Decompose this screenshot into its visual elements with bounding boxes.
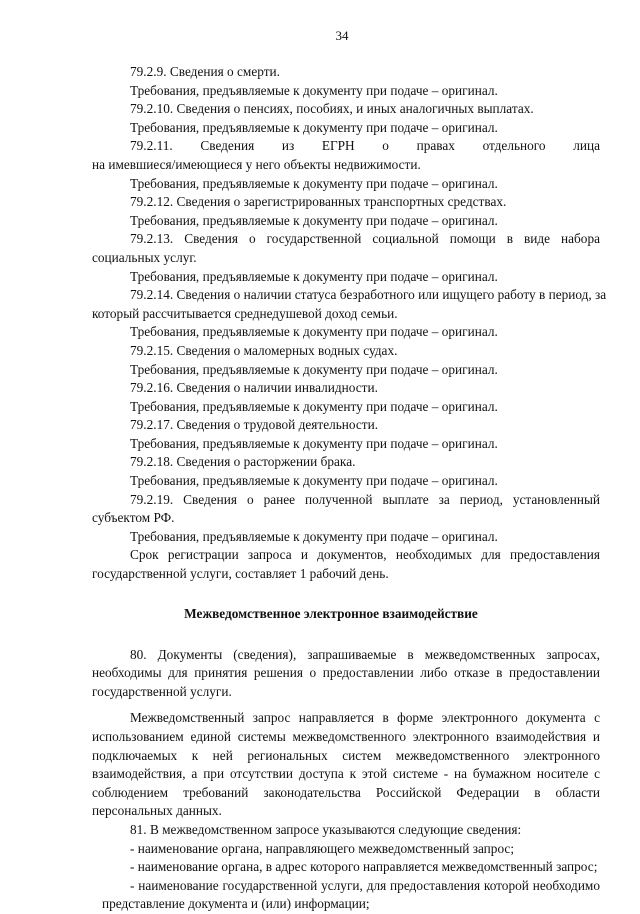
requirement-line: Срок регистрации запроса и документов, необходимых для предоставления <box>130 547 600 563</box>
paragraph-request-line: соблюдением требований законодательства Российской Федерации в области <box>92 784 600 800</box>
requirement-line: Требования, предъявляемые к документу при подаче – оригинал. <box>130 119 498 135</box>
requirement-line: Требования, предъявляемые к документу при подаче – оригинал. <box>130 324 498 340</box>
requirement-line: 79.2.19. Сведения о ранее полученной выплате за период, установленный <box>130 491 600 507</box>
list-item-continuation: представление документа и (или) информации; <box>102 896 370 912</box>
paragraph-81-line: 81. В межведомственном запросе указываются следующие сведения: <box>130 821 522 837</box>
page-number: 34 <box>335 28 349 43</box>
requirement-line-continuation: государственной услуги, составляет 1 рабочий день. <box>92 566 389 582</box>
requirement-line: Требования, предъявляемые к документу при подаче – оригинал. <box>130 212 498 228</box>
requirement-line: Требования, предъявляемые к документу при подаче – оригинал. <box>130 435 498 451</box>
paragraph-request-line: использованием единой системы межведомственного электронного взаимодействия и <box>92 729 600 744</box>
paragraph-80-line: необходимы для принятия решения о предоставлении либо отказе в предоставлении <box>92 665 600 681</box>
paragraph-80-line: государственной услуги. <box>92 683 232 699</box>
paragraph-request <box>92 709 600 821</box>
requirement-line-continuation: субъектом РФ. <box>92 510 175 526</box>
requirement-line-continuation: социальных услуг. <box>92 249 197 265</box>
requirement-line: 79.2.12. Сведения о зарегистрированных транспортных средствах. <box>130 194 507 210</box>
requirement-line: 79.2.9. Сведения о смерти. <box>130 64 280 79</box>
paragraph-80-line: 80. Документы (сведения), запрашиваемые в межведомственных запросах, <box>130 646 600 662</box>
requirement-line: 79.2.10. Сведения о пенсиях, пособиях, и иных аналогичных выплатах. <box>130 101 534 117</box>
paragraph-request-line: взаимодействия, а при отсутствии доступа к этой системе - на бумажном носителе с <box>92 766 600 782</box>
requirements-list <box>92 63 607 584</box>
requirement-line: Требования, предъявляемые к документу при подаче – оригинал. <box>130 398 498 414</box>
requirement-line-continuation: который рассчитывается среднедушевой доход семьи. <box>92 305 398 321</box>
requirement-line: Требования, предъявляемые к документу при подаче – оригинал. <box>130 82 498 98</box>
requirement-line: 79.2.17. Сведения о трудовой деятельности. <box>130 417 379 433</box>
paragraph-request-line: Межведомственный запрос направляется в форме электронного документа с <box>130 710 600 726</box>
requirement-line: Требования, предъявляемые к документу при подаче – оригинал. <box>130 473 498 489</box>
requirement-line: 79.2.15. Сведения о маломерных водных судах. <box>130 342 398 358</box>
paragraph-request-line: персональных данных. <box>92 803 222 819</box>
requirement-line: 79.2.18. Сведения о расторжении брака. <box>130 454 356 470</box>
requirement-line: 79.2.13. Сведения о государственной социальной помощи в виде набора <box>130 231 600 247</box>
requirement-line: Требования, предъявляемые к документу при подаче – оригинал. <box>130 175 498 191</box>
section-heading: Межведомственное электронное взаимодействие <box>184 605 478 621</box>
requirement-line: 79.2.11. Сведения из ЕГРН о правах отдельного лица <box>130 138 600 154</box>
requirement-line: 79.2.14. Сведения о наличии статуса безработного или ищущего работу в период, за <box>130 287 607 303</box>
requirement-line: Требования, предъявляемые к документу при подаче – оригинал. <box>130 268 498 284</box>
paragraph-80 <box>92 646 600 702</box>
list-item: - наименование органа, направляющего межведомственный запрос; <box>130 840 515 856</box>
list-item: - наименование органа, в адрес которого направляется межведомственный запрос; <box>130 859 598 875</box>
requirement-line: Требования, предъявляемые к документу при подаче – оригинал. <box>130 528 498 544</box>
requirement-line-continuation: на имевшиеся/имеющиеся у него объекты недвижимости. <box>92 156 421 172</box>
requirement-line: 79.2.16. Сведения о наличии инвалидности. <box>130 380 378 396</box>
list-item: - наименование государственной услуги, для предоставления которой необходимо <box>130 877 600 893</box>
paragraph-81 <box>92 821 600 914</box>
requirement-line: Требования, предъявляемые к документу при подаче – оригинал. <box>130 361 498 377</box>
paragraph-request-line: подключаемых к ней региональных систем межведомственного электронного <box>92 747 600 763</box>
